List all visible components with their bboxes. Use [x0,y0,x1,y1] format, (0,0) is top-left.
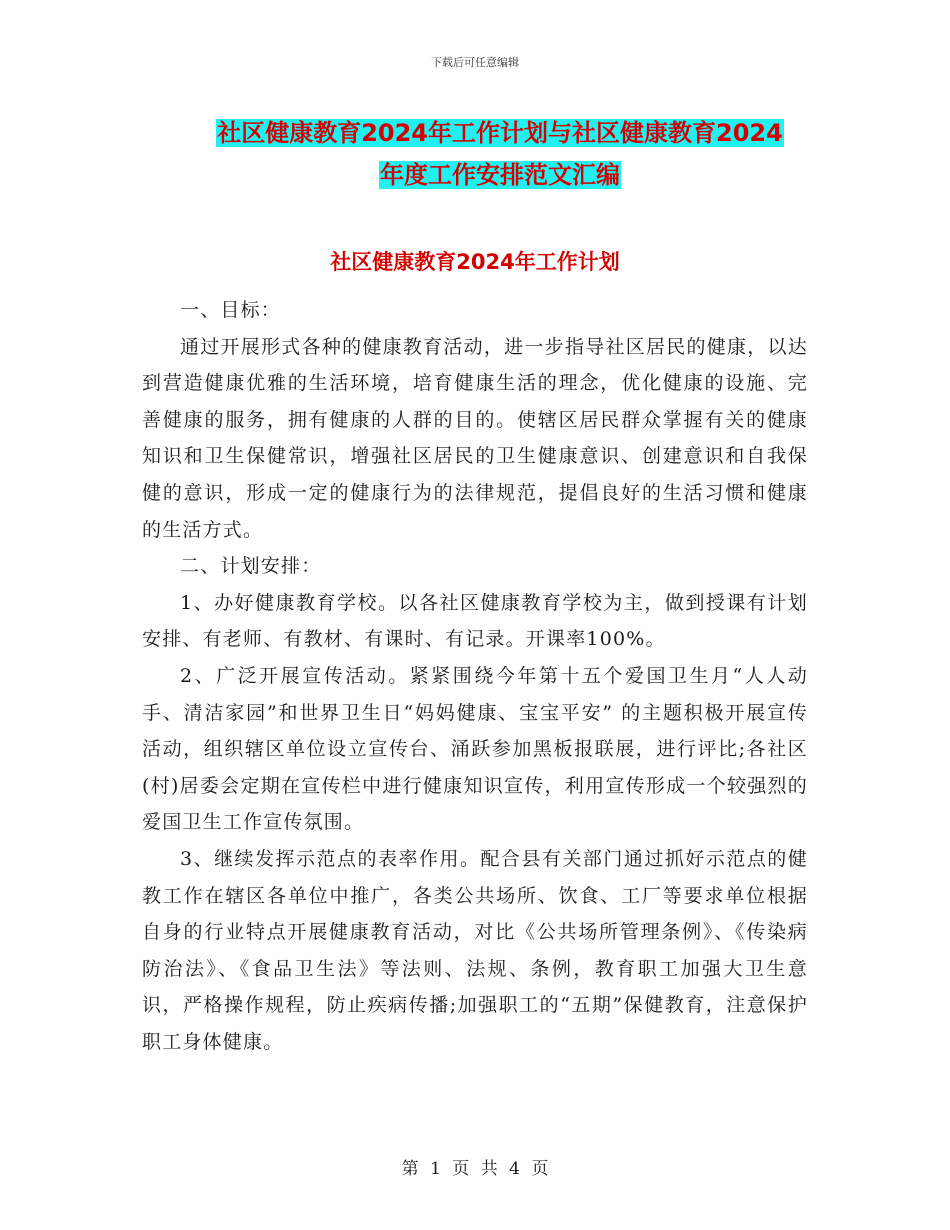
paragraph-plan-item-1: 1、办好健康教育学校。以各社区健康教育学校为主，做到授课有计划安排、有老师、有教材、有课时、有记录。开课率100%。 [142,591,808,651]
paragraph-goal-text: 通过开展形式各种的健康教育活动，进一步指导社区居民的健康，以达到营造健康优雅的生活环境，培育健康生活的理念，优化健康的设施、完善健康的服务，拥有健康的人群的目的。使辖区居民群众掌握有关的健康知识和卫生保健常识，增强社区居民的卫生健康意识、创建意识和自我保健的意识，形成一定的健康行为的法律规范，提倡良好的生活习惯和健康的生活方式。 [142,335,808,541]
page-number: 第 1 页 共 4 页 [401,1159,549,1179]
document-title-line-1: 社区健康教育2024年工作计划与社区健康教育2024 [217,119,783,147]
paragraph-goal-heading: 一、目标： [180,299,282,321]
paragraph-plan-heading: 二、计划安排： [180,555,322,578]
paragraph-plan-item-2: 2、广泛开展宣传活动。紧紧围绕今年第十五个爱国卫生月“人人动手、清洁家园”和世界卫生日“妈妈健康、宝宝平安” 的主题积极开展宣传活动，组织辖区单位设立宣传台、涌跃参加黑板报联展，进行评比;各社区(村)居委会定期在宣传栏中进行健康知识宣传，利用宣传形成一个较强烈的爱国卫生工作宣传氛围。 [142,664,808,834]
section-title: 社区健康教育2024年工作计划 [330,250,620,274]
paragraph-plan-item-3: 3、继续发挥示范点的表率作用。配合县有关部门通过抓好示范点的健教工作在辖区各单位中推广，各类公共场所、饮食、工厂等要求单位根据自身的行业特点开展健康教育活动，对比《公共场所管理条例》、《传染病防治法》、《食品卫生法》等法则、法规、条例，教育职工加强大卫生意识，严格操作规程，防止疾病传播;加强职工的“五期”保健教育，注意保护职工身体健康。 [142,847,808,1053]
document-title-line-2: 年度工作安排范文汇编 [380,161,620,189]
document-title [190,112,810,196]
download-note: 下载后可任意编辑 [431,56,519,69]
document-body [142,292,808,1060]
